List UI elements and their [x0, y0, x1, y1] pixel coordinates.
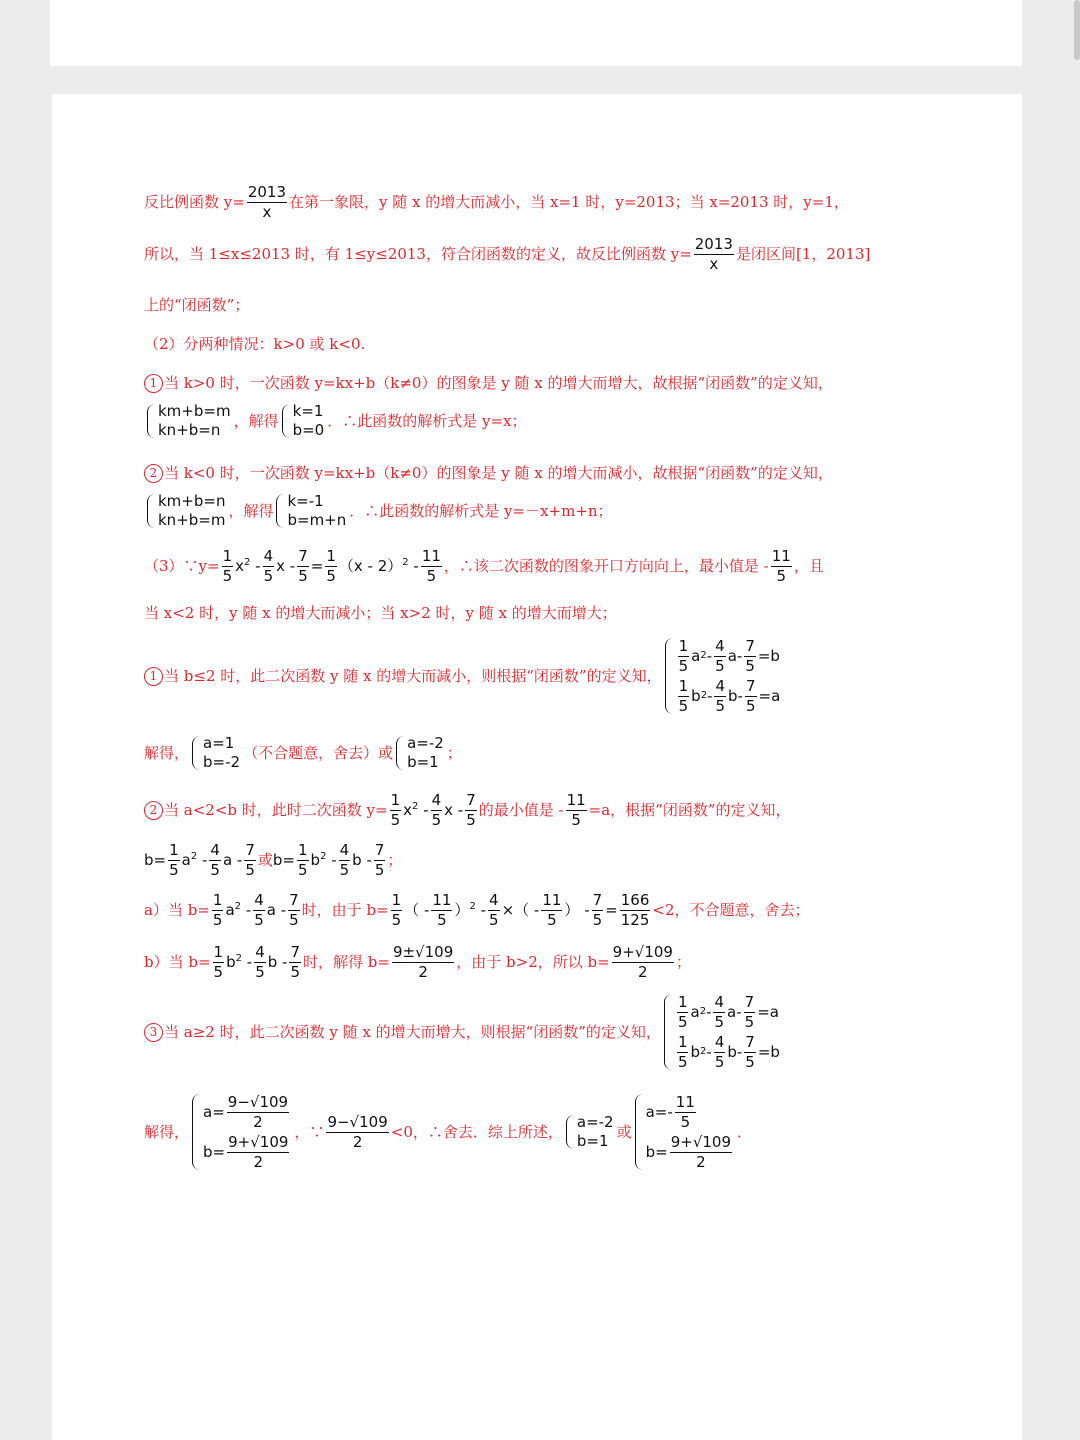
line-15: a）当 b= $\frac{1}{5}$ $a^2$ - 4 5 a - 7 5 时，由于 b= $\frac{1}{5}$ （ - 11 5 ）$^2$ - $\frac{4}{5}$ ×（ - 11 5 ） - $\frac{7}{5}$ = $\frac{166}{125}$ <2，不合题意，舍去；	[144, 891, 810, 929]
line-6: km+b=m kn+b=n ，解得 k=1 b=0 ．∴此函数的解析式是 y=x；	[144, 404, 527, 438]
line-1: 反比例函数 y= $\frac{2013}{x}$ 在第一象限，y 随 x 的增大而减小，当 x=1 时，y=2013；当 x=2013 时，y=1，	[144, 183, 849, 221]
line-16: b）当 b= $\frac{1}{5}$ $b^2$ - 4 5 b - 7 5 时，解得 b= $\frac{9\pm√109}{2}$ ，由于 b>2，所以 b= $\frac{9+√109}{2}$ ；	[144, 943, 691, 981]
line-12: 解得， a=1 b=-2 （不合题意，舍去）或 a=-2 b=1 ；	[144, 734, 462, 771]
line-17: 3 当 a≥2 时，此二次函数 y 随 x 的增大而增大，则根据“闭函数”的定义知， 1 5 a 2 - 4 5 a- 7 5 =a 1 5 b 2 - 4 5 b- 7 5 =b	[144, 994, 783, 1070]
circled-number: 1	[144, 374, 163, 393]
line-4: （2）分两种情况：k>0 或 k<0.	[144, 335, 366, 353]
equation-system: a= 9−√109 2 b= 9+√109 2	[192, 1094, 291, 1170]
equation-system: k=-1 b=m+n	[276, 494, 346, 528]
line-9: （3）∵y= $\frac{1}{5}$ $x^2$ - 4 5 x - $\frac{7}{5}$ = $\frac{1}{5}$ （x - 2）$^2$ - 11 5 ，∴该二次函数的图象开口方向向上，最小值是 - 11 5 ，且	[144, 547, 824, 585]
line-7: 2 当 k<0 时，一次函数 y=kx+b（k≠0）的图象是 y 随 x 的增大而减小，故根据“闭函数”的定义知，	[144, 464, 833, 483]
line-8: km+b=n kn+b=m ，解得 k=-1 b=m+n ．∴此函数的解析式是 y=－x+m+n；	[144, 494, 613, 528]
circled-number: 2	[144, 464, 163, 483]
line-3: 上的“闭函数”；	[144, 296, 250, 314]
circled-number: 2	[144, 801, 163, 820]
line-2: 所以，当 1≤x≤2013 时，有 1≤y≤2013，符合闭函数的定义，故反比例函数 y= $\frac{2013}{x}$ 是闭区间[1，2013]	[144, 235, 871, 273]
line-14: b= $\frac{1}{5}$ $a^2$ - 4 5 a - 7 5 或 b= $\frac{1}{5}$ $b^2$ - 4 5 b - 7 5 ；	[144, 841, 403, 879]
fraction: $\frac{2013}{x}$	[694, 235, 733, 273]
equation-system: a=- 11 5 b= 9+√109 2	[635, 1094, 734, 1170]
equation-system: km+b=n kn+b=m	[147, 494, 225, 528]
line-5: 1 当 k>0 时，一次函数 y=kx+b（k≠0）的图象是 y 随 x 的增大而增大，故根据“闭函数”的定义知，	[144, 374, 833, 393]
scrollbar-thumb[interactable]	[1074, 0, 1080, 60]
equation-system: k=1 b=0	[282, 404, 325, 438]
previous-page-sheet	[50, 0, 1022, 66]
equation-system: 1 5 a 2 - 4 5 a- 7 5 =b 1 5 b 2 - 4 5 b- 7 5 =a	[665, 638, 781, 714]
equation-system: km+b=m kn+b=n	[147, 404, 231, 438]
line-13: 2 当 a<2<b 时，此时二次函数 y= $\frac{1}{5}$ $x^2$ - 4 5 x - 7 5 的最小值是 - $\frac{11}{5}$ =a，根据“闭函数”的定义知，	[144, 792, 791, 828]
line-11: 1 当 b≤2 时，此二次函数 y 随 x 的增大而减小，则根据“闭函数”的定义知， 1 5 a 2 - 4 5 a- 7 5 =b 1 5 b 2 - 4 5 b- 7 5 =a	[144, 638, 783, 714]
circled-number: 3	[144, 1023, 163, 1042]
line-10: 当 x<2 时，y 随 x 的增大而减小；当 x>2 时，y 随 x 的增大而增大；	[144, 604, 617, 622]
equation-system: 1 5 a 2 - 4 5 a- 7 5 =a 1 5 b 2 - 4 5 b- 7 5 =b	[664, 994, 780, 1070]
line-18: 解得， a= 9−√109 2 b= 9+√109 2 ，∵ 9−√109 2 <0，∴舍去．综上所述， a=-2 b=1 或 a=- 11 5 b= 9+√109 2 ．	[144, 1093, 753, 1171]
fraction: $\frac{2013}{x}$	[247, 183, 286, 221]
circled-number: 1	[144, 667, 163, 686]
